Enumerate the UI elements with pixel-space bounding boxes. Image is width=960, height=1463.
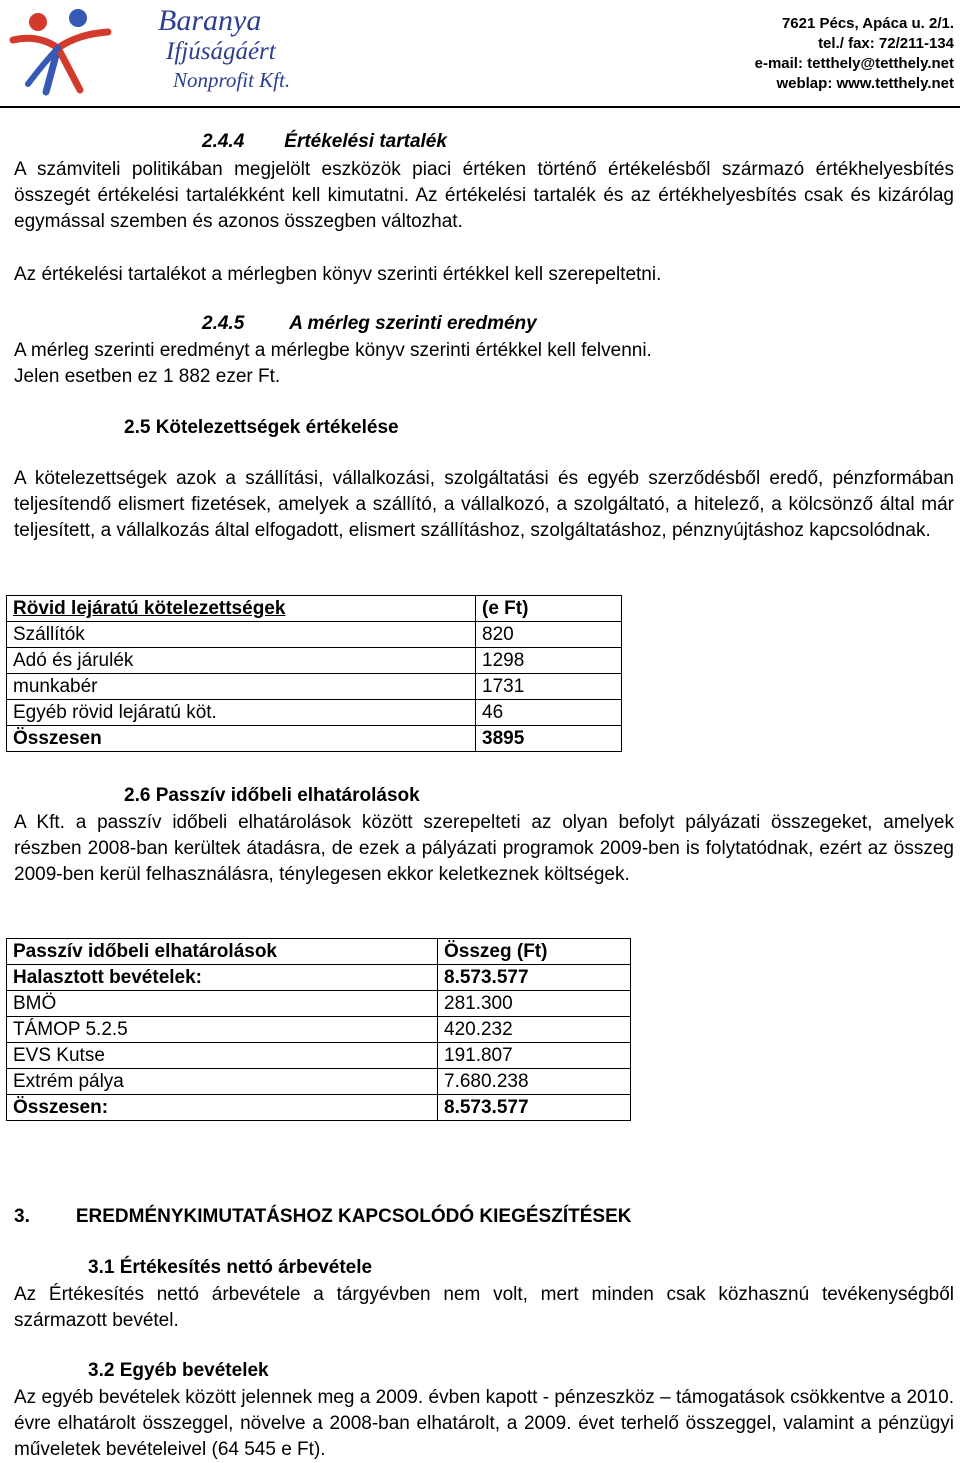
section-title: Értékelési tartalék <box>284 131 447 152</box>
table-header-cell: (e Ft) <box>476 596 622 622</box>
table-row <box>7 674 622 700</box>
section-title: EREDMÉNYKIMUTATÁSHOZ KAPCSOLÓDÓ KIEGÉSZÍTÉSEK <box>75 1206 632 1227</box>
section-number: 3. <box>14 1206 30 1227</box>
table-cell: Adó és járulék <box>7 648 476 674</box>
logo-line1: Baranya <box>158 4 262 37</box>
deferred-income-table <box>6 938 631 1121</box>
section-number: 2.4.5 <box>202 313 245 334</box>
table-header-cell: Összeg (Ft) <box>438 939 631 965</box>
logo-line2: Ifjúságáért <box>166 38 276 65</box>
table-cell: 7.680.238 <box>438 1069 631 1095</box>
table-cell: BMÖ <box>7 991 438 1017</box>
company-logo <box>8 4 298 100</box>
contact-block <box>755 14 954 94</box>
table-cell: TÁMOP 5.2.5 <box>7 1017 438 1043</box>
table-cell: 281.300 <box>438 991 631 1017</box>
table-cell: 420.232 <box>438 1017 631 1043</box>
section-title: A mérleg szerinti eredmény <box>289 313 537 334</box>
table-cell: munkabér <box>7 674 476 700</box>
section-2-4-5-line2: Jelen esetben ez 1 882 ezer Ft. <box>14 366 281 387</box>
table-header-row <box>7 596 622 622</box>
table-cell: Extrém pálya <box>7 1069 438 1095</box>
section-2-5-heading: 2.5 Kötelezettségek értékelése <box>124 417 399 438</box>
table-total-cell: 3895 <box>476 726 622 752</box>
table-subheader-cell: Halasztott bevételek: <box>7 965 438 991</box>
table-cell: 46 <box>476 700 622 726</box>
section-3-2-heading: 3.2 Egyéb bevételek <box>88 1360 269 1381</box>
table-row <box>7 991 631 1017</box>
table-row <box>7 1069 631 1095</box>
liabilities-table <box>6 595 622 752</box>
table-row <box>7 648 622 674</box>
header-divider <box>0 106 960 108</box>
section-number: 2.4.4 <box>202 131 245 152</box>
section-2-4-4-heading <box>202 131 447 153</box>
table-subheader-row <box>7 965 631 991</box>
table-cell: Egyéb rövid lejáratú köt. <box>7 700 476 726</box>
table-cell: Szállítók <box>7 622 476 648</box>
table-row <box>7 1043 631 1069</box>
section-3-1-heading: 3.1 Értékesítés nettó árbevétele <box>88 1257 373 1278</box>
logo-figures-icon <box>8 4 118 100</box>
table-cell: 1731 <box>476 674 622 700</box>
contact-phone: tel./ fax: 72/211-134 <box>818 35 954 52</box>
table-row <box>7 1017 631 1043</box>
section-2-5-para: A kötelezettségek azok a szállítási, vállalkozási, szolgáltatási és egyéb szerződésből eredő, pénzformában teljesítendő elismert fizetések, amelyek a szállító, a vállalkozó, a szolgáltató, a hitelező, a kölcsönző által már teljesített, a vállalkozás által elfogadott, elismert szállításhoz, szolgáltatáshoz, pénznyújtáshoz kapcsolódnak. <box>14 468 954 541</box>
section-3-1-para: Az Értékesítés nettó árbevétele a tárgyévben nem volt, mert minden csak közhasznú tevékenységből származott bevétel. <box>14 1284 954 1331</box>
table-cell: 820 <box>476 622 622 648</box>
table-header-cell: Passzív időbeli elhatárolások <box>7 939 438 965</box>
contact-email: e-mail: tetthely@tetthely.net <box>754 55 954 72</box>
table-cell: 1298 <box>476 648 622 674</box>
table-total-row <box>7 1095 631 1121</box>
table-row <box>7 622 622 648</box>
table-total-row <box>7 726 622 752</box>
table-total-cell: Összesen <box>7 726 476 752</box>
table-subheader-cell: 8.573.577 <box>438 965 631 991</box>
contact-web: weblap: www.tetthely.net <box>776 75 954 92</box>
table-cell: 191.807 <box>438 1043 631 1069</box>
section-3-2-para: Az egyéb bevételek között jelennek meg a 2009. évben kapott - pénzeszköz – támogatások csökkentve a 2010. évre elhatárolt összeggel, növelve a 2008-ban elhatárolt, a 2009. évet terhelő összeggel, valamint a pénzügyi műveletek bevételeivel (64 545 e Ft). <box>14 1387 954 1460</box>
table-total-cell: 8.573.577 <box>438 1095 631 1121</box>
section-2-6-para: A Kft. a passzív időbeli elhatárolások között szerepelteti az olyan befolyt pályázati összegeket, amelyek részben 2008-ban kerültek átadásra, de ezek a pályázati programok 2009-ben is folytatódnak, ezért az összeg 2009-ben kerül felhasználásra, ténylegesen ekkor keletkeznek költségek. <box>14 812 954 885</box>
section-2-4-4-para2: Az értékelési tartalékot a mérlegben könyv szerinti értékkel kell szerepeltetni. <box>14 264 662 285</box>
logo-line3: Nonprofit Kft. <box>173 68 291 92</box>
table-cell: EVS Kutse <box>7 1043 438 1069</box>
section-2-4-4-para1: A számviteli politikában megjelölt eszközök piaci értéken történő értékelésből származó értékhelyesbítés összegét értékelési tartalékként kell kimutatni. Az értékelési tartalék és az értékhelyesbítés csak és kizárólag egymással szemben és azonos összegben változhat. <box>14 159 954 232</box>
section-2-4-5-heading <box>202 313 537 335</box>
table-header-cell: Rövid lejáratú kötelezettségek <box>7 596 476 622</box>
table-total-cell: Összesen: <box>7 1095 438 1121</box>
table-header-row <box>7 939 631 965</box>
section-3-heading <box>14 1206 631 1228</box>
section-2-4-5-line1: A mérleg szerinti eredményt a mérlegbe könyv szerinti értékkel kell felvenni. <box>14 340 652 361</box>
table-row <box>7 700 622 726</box>
section-2-6-heading: 2.6 Passzív időbeli elhatárolások <box>124 785 420 806</box>
contact-address: 7621 Pécs, Apáca u. 2/1. <box>781 15 954 32</box>
